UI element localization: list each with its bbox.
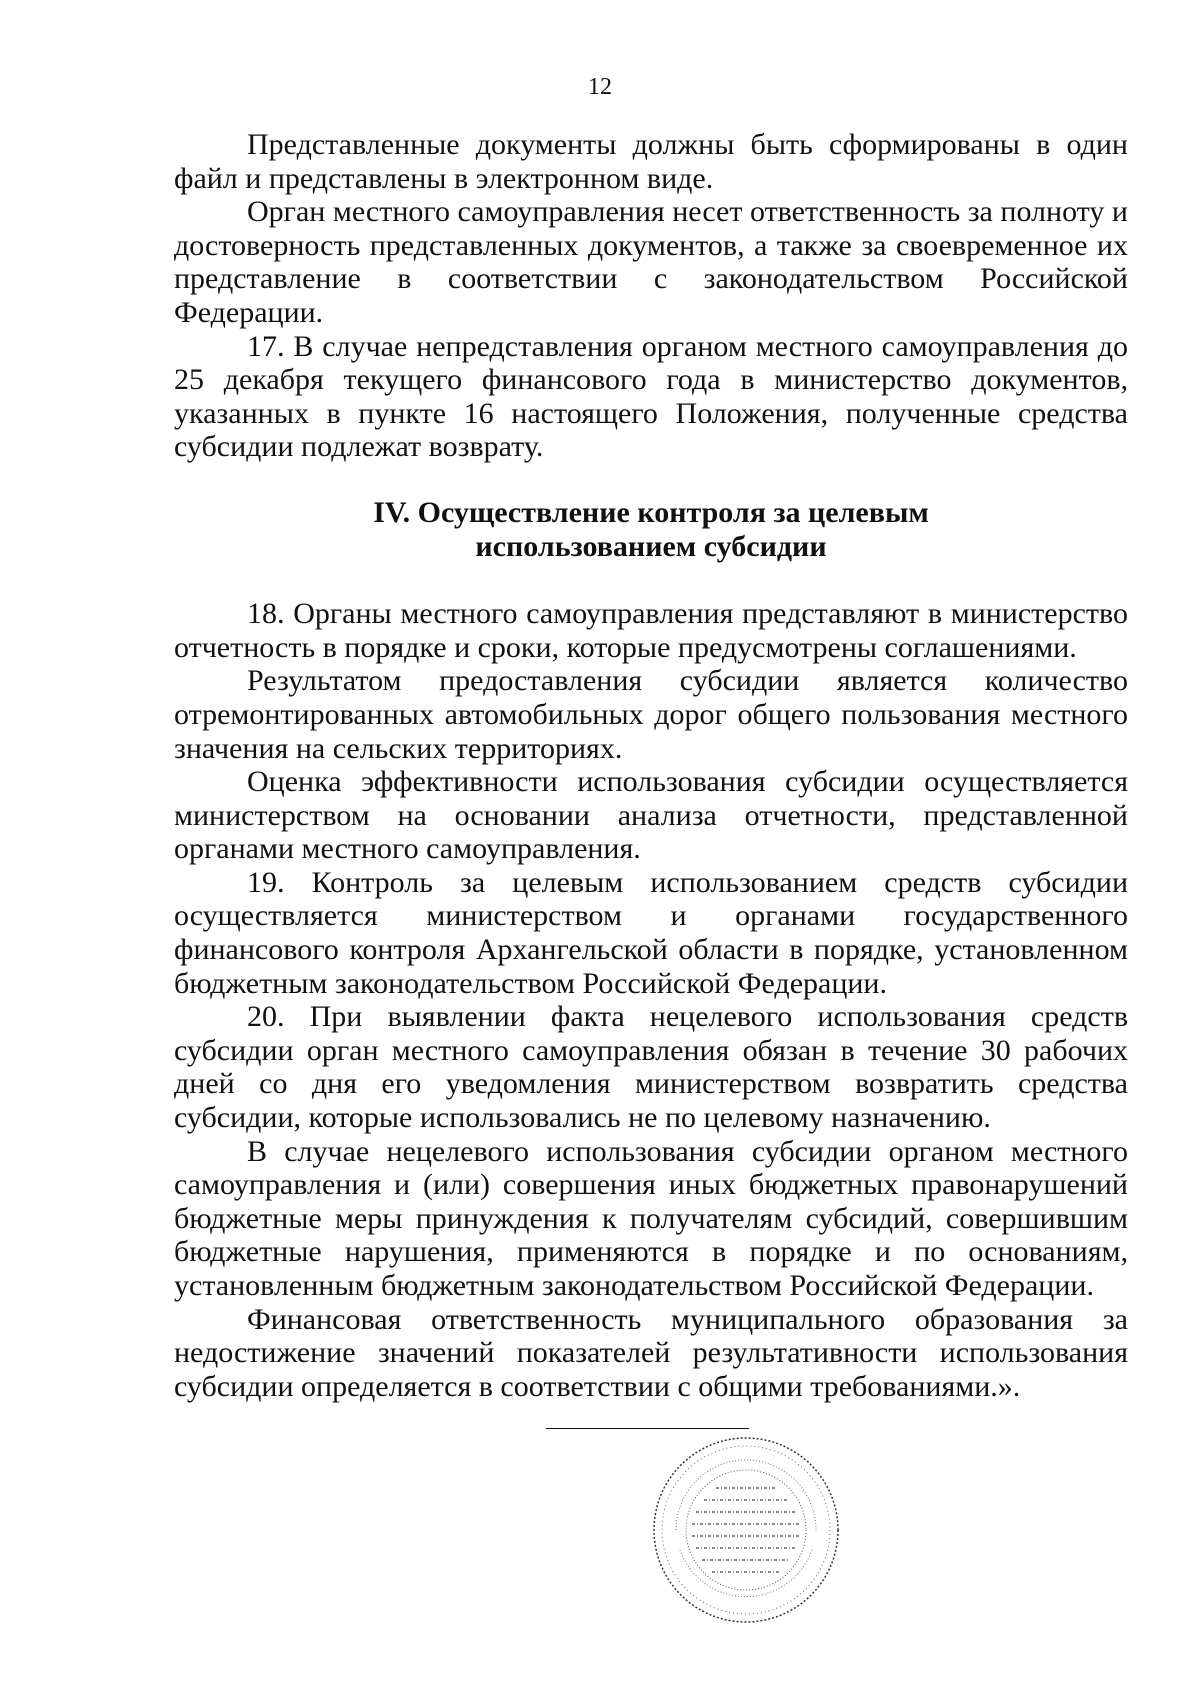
- document-body: [174, 128, 1128, 1403]
- section-heading-line-1: IV. Осуществление контроля за целевым: [373, 495, 929, 529]
- paragraph-item-17: 17. В случае непредставления органом местного самоуправления до 25 декабря текущего финансового года в министерство документов, указанных в пункте 16 настоящего Положения, полученные средства субсидии подлежат возврату.: [174, 329, 1128, 464]
- paragraph-documents-format: Представленные документы должны быть сформированы в один файл и представлены в электронном виде.: [174, 128, 1128, 195]
- paragraph-misuse: В случае нецелевого использования субсидии органом местного самоуправления и (или) совершения иных бюджетных правонарушений бюджетные меры принуждения к получателям субсидий, совершившим бюджетные нарушения, применяются в порядке и по основаниям, установленным бюджетным законодательством Российской Федерации.: [174, 1134, 1128, 1302]
- section-heading: [174, 496, 1128, 563]
- official-seal-icon: [646, 1430, 846, 1630]
- paragraph-item-18: 18. Органы местного самоуправления представляют в министерство отчетность в порядке и сроки, которые предусмотрены соглашениями.: [174, 597, 1128, 664]
- section-heading-line-2: использованием субсидии: [475, 529, 827, 563]
- paragraph-result: Результатом предоставления субсидии является количество отремонтированных автомобильных дорог общего пользования местного значения на сельских территориях.: [174, 664, 1128, 765]
- paragraph-item-19: 19. Контроль за целевым использованием средств субсидии осуществляется министерством и органами государственного финансового контроля Архангельской области в порядке, установленном бюджетным законодательством Российской Федерации.: [174, 865, 1128, 1000]
- page-number: 12: [588, 74, 612, 100]
- paragraph-financial-responsibility: Финансовая ответственность муниципального образования за недостижение значений показателей результативности использования субсидии определяется в соответствии с общими требованиями.».: [174, 1302, 1128, 1403]
- end-separator-line: [546, 1428, 749, 1429]
- paragraph-responsibility: Орган местного самоуправления несет ответственность за полноту и достоверность представленных документов, а также за своевременное их представление в соответствии с законодательством Российской Федерации.: [174, 195, 1128, 329]
- paragraph-item-20: 20. При выявлении факта нецелевого использования средств субсидии орган местного самоуправления обязан в течение 30 рабочих дней со дня его уведомления министерством возвратить средства субсидии, которые использовались не по целевому назначению.: [174, 1000, 1128, 1135]
- paragraph-efficiency: Оценка эффективности использования субсидии осуществляется министерством на основании анализа отчетности, представленной органами местного самоуправления.: [174, 765, 1128, 866]
